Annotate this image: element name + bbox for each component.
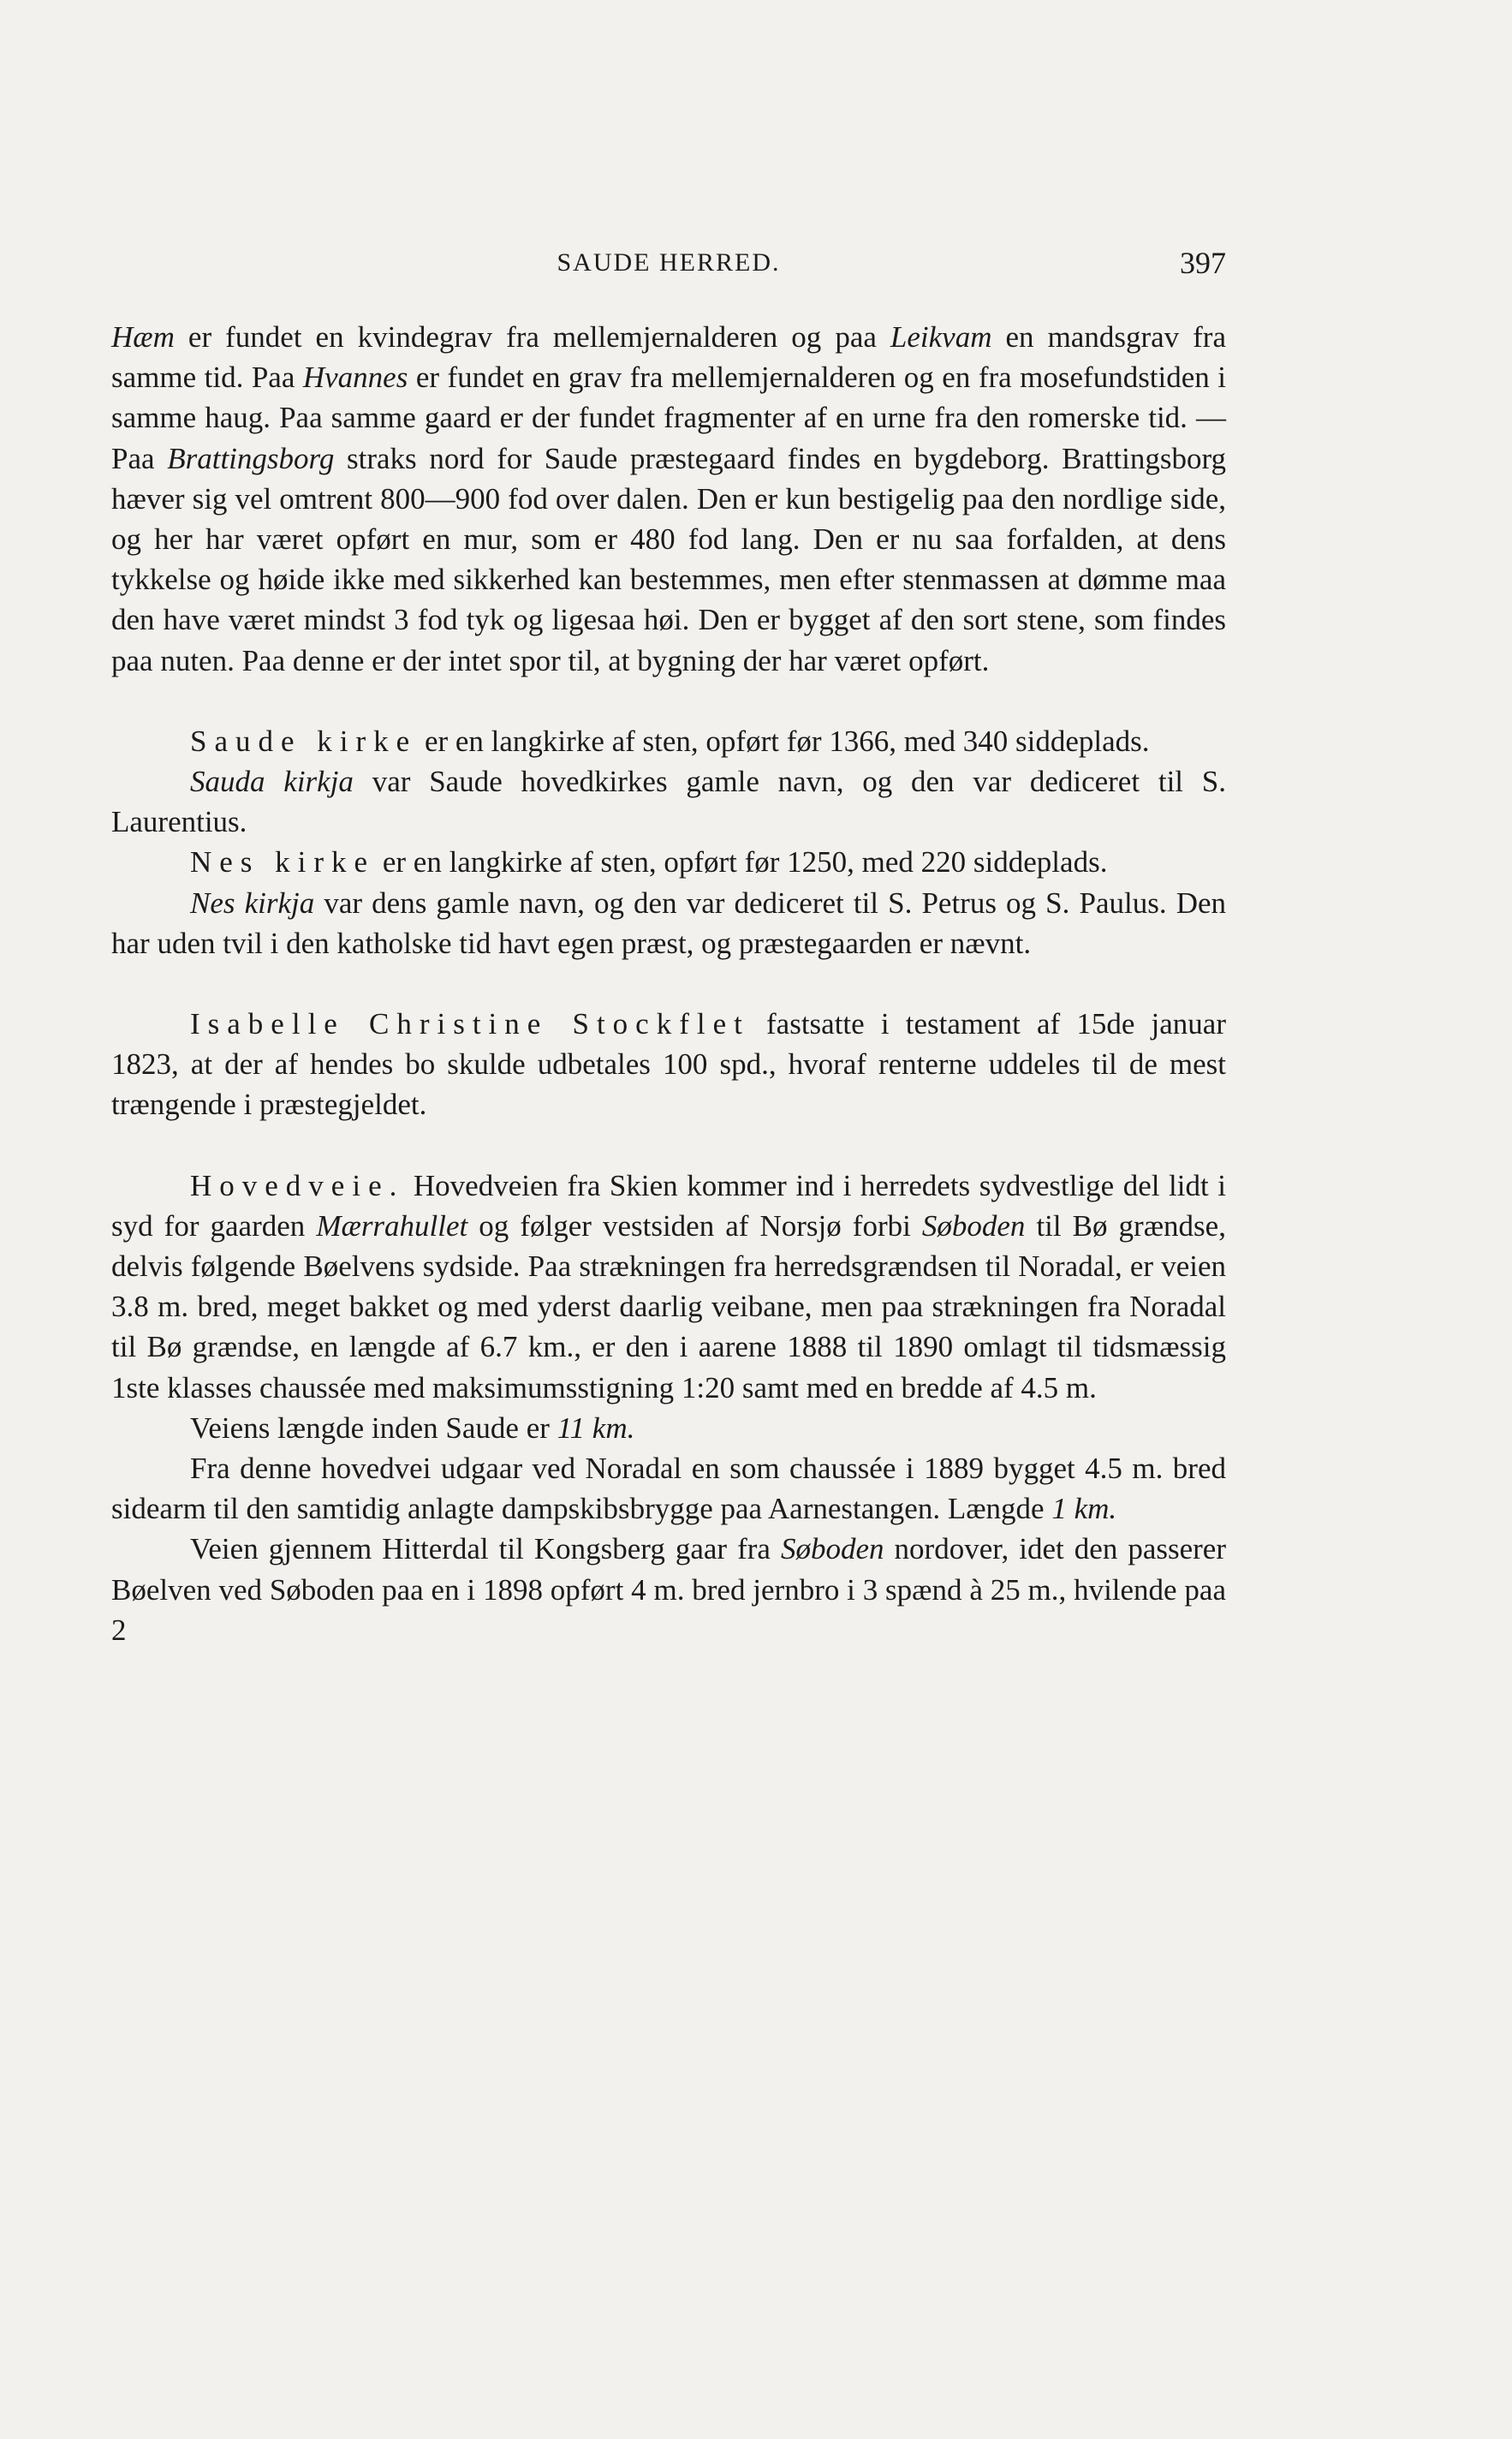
paragraph-brattingsborg: Hæm er fundet en kvindegrav fra mellemjernalderen og paa Leikvam en mandsgrav fra samme tid. Paa Hvannes er fundet en grav fra mellemjernalderen og en fra mosefundstiden i samme haug. Paa samme gaard er der fundet fragmenter af en urne fra den romerske tid. — Paa Brattingsborg straks nord for Saude præstegaard findes en bygdeborg. Brattingsborg hæver sig vel omtrent 800—900 fod over dalen. Den er kun bestigelig paa den nordlige side, og her har været opført en mur, som er 480 fod lang. Den er nu saa forfalden, at dens tykkelse og høide ikke med sikkerhed kan bestemmes, men efter stenmassen at dømme maa den have været mindst 3 fod tyk og ligesaa høi. Den er bygget af den sort stene, som findes paa nuten. Paa denne er der intet spor til, at bygning der har været opført.	[111, 320, 1227, 677]
place-name: Mærrahullet	[316, 1208, 468, 1243]
paragraph-sauda-kirkja: Sauda kirkja var Saude hovedkirkes gamle navn, og den var dediceret til S. Laurentius.	[111, 765, 1227, 839]
paragraph-saude-kirke: Saude kirke er en langkirke af sten, opført før 1366, med 340 siddeplads.	[190, 724, 1150, 758]
distance: 1 km.	[1051, 1492, 1117, 1526]
place-name: Hvannes	[302, 361, 408, 395]
section-gap	[111, 963, 1226, 1004]
place-name: Nes kirkja	[190, 886, 315, 920]
distance: 11 km.	[557, 1410, 635, 1445]
paragraph-veiens-laengde: Veiens længde inden Saude er 11 km.	[190, 1410, 635, 1445]
place-name: Søboden	[780, 1532, 884, 1566]
section-gap	[111, 1125, 1226, 1166]
place-name: Søboden	[921, 1208, 1026, 1243]
paragraph-hitterdal: Veien gjennem Hitterdal til Kongsberg gaar fra Søboden nordover, idet den passerer Bøelven ved Søboden paa en i 1898 opført 4 m. bred jernbro i 3 spænd à 25 m., hvilende paa 2	[111, 1532, 1226, 1647]
place-name: Hæm	[111, 320, 175, 354]
paragraph-nes-kirkja: Nes kirkja var dens gamle navn, og den var dediceret til S. Petrus og S. Paulus. Den har uden tvil i den katholske tid havt egen præst, og præstegaarden er nævnt.	[111, 886, 1226, 960]
spaced-heading: Hovedveie.	[190, 1168, 405, 1202]
place-name: Leikvam	[890, 320, 992, 354]
page-number: 397	[1180, 246, 1226, 280]
spaced-heading: Nes kirke	[190, 845, 376, 880]
spaced-heading: Saude kirke	[190, 724, 418, 758]
paragraph-stockflet: Isabelle Christine Stockflet fastsatte i testament af 15de januar 1823, at der af hendes bo skulde udbetales 100 spd., hvoraf renterne uddeles til de mest trængende i præstegjeldet.	[111, 1007, 1226, 1122]
spaced-heading: Isabelle Christine Stockflet	[190, 1007, 750, 1041]
page-header	[111, 248, 1226, 283]
paragraph-hovedveie: Hovedveie. Hovedveien fra Skien kommer ind i herredets sydvestlige del lidt i syd for gaarden Mærrahullet og følger vestsiden af Norsjø forbi Søboden til Bø grændse, delvis følgende Bøelvens sydside. Paa strækningen fra herredsgrændsen til Noradal, er veien 3.8 m. bred, meget bakket og med yderst daarlig veibane, men paa strækningen fra Noradal til Bø grændse, en længde af 6.7 km., er den i aarene 1888 til 1890 omlagt til tidsmæssig 1ste klasses chaussée med maksimumsstigning 1:20 samt med en bredde af 4.5 m.	[111, 1168, 1226, 1404]
place-name: Sauda kirkja	[190, 765, 354, 799]
paragraph-sidearm: Fra denne hovedvei udgaar ved Noradal en som chaussée i 1889 bygget 4.5 m. bred sidearm til den samtidig anlagte dampskibsbrygge paa Aarnestangen. Længde 1 km.	[111, 1452, 1226, 1526]
body-text	[111, 317, 1226, 1650]
paragraph-nes-kirke: Nes kirke er en langkirke af sten, opført før 1250, med 220 siddeplads.	[190, 845, 1108, 880]
running-title: SAUDE HERRED.	[557, 248, 781, 277]
section-gap	[111, 681, 1226, 721]
place-name: Brattingsborg	[167, 441, 335, 475]
